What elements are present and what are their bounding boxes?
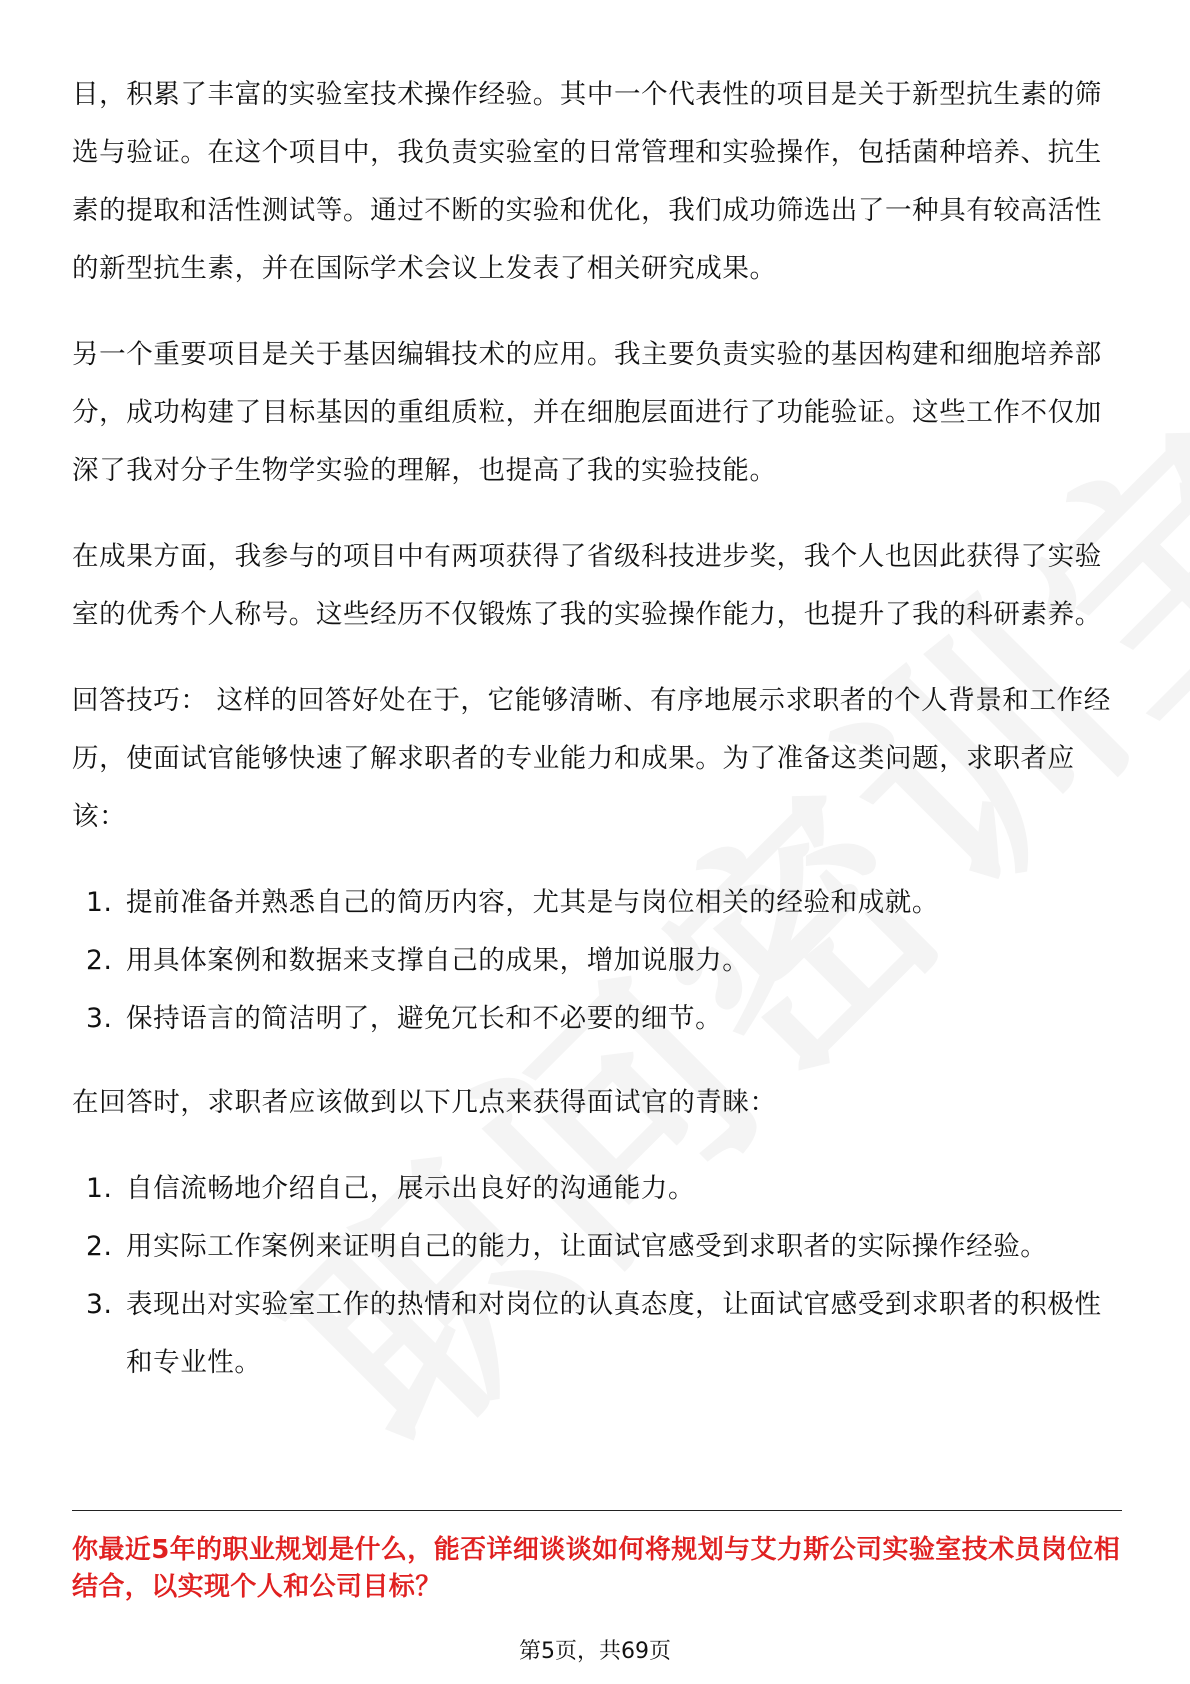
list-item-text: 用具体案例和数据来支撑自己的成果，增加说服力。	[126, 945, 750, 976]
list-item-text: 表现出对实验室工作的热情和对岗位的认真态度，让面试官感受到求职者的积极性和专业性。	[126, 1289, 1102, 1378]
list-item	[72, 1218, 1122, 1276]
answer-list	[72, 1160, 1122, 1392]
page-number: 第5页，共69页	[519, 1639, 671, 1664]
list-item-text: 自信流畅地介绍自己，展示出良好的沟通能力。	[126, 1173, 696, 1204]
page-content	[72, 66, 1122, 1418]
paragraph-answer-guidance: 在回答时，求职者应该做到以下几点来获得面试官的青睐：	[72, 1087, 777, 1118]
list-item-number: 2.	[86, 945, 113, 976]
paragraph-achievements: 在成果方面，我参与的项目中有两项获得了省级科技进步奖，我个人也因此获得了实验室的优秀个人称号。这些经历不仅锻炼了我的实验操作能力，也提升了我的科研素养。	[72, 541, 1102, 630]
list-item-number: 3.	[86, 1289, 113, 1320]
list-item-number: 1.	[86, 887, 113, 918]
paragraph-project-antibiotic: 目，积累了丰富的实验室技术操作经验。其中一个代表性的项目是关于新型抗生素的筛选与验证。在这个项目中，我负责实验室的日常管理和实验操作，包括菌种培养、抗生素的提取和活性测试等。通过不断的实验和优化，我们成功筛选出了一种具有较高活性的新型抗生素，并在国际学术会议上发表了相关研究成果。	[72, 79, 1102, 284]
section-divider	[72, 1510, 1122, 1511]
paragraph-project-gene-editing: 另一个重要项目是关于基因编辑技术的应用。我主要负责实验的基因构建和细胞培养部分，成功构建了目标基因的重组质粒，并在细胞层面进行了功能验证。这些工作不仅加深了我对分子生物学实验的理解，也提高了我的实验技能。	[72, 339, 1102, 486]
list-item	[72, 1160, 1122, 1218]
interview-question: 你最近5年的职业规划是什么，能否详细谈谈如何将规划与艾力斯公司实验室技术员岗位相结合，以实现个人和公司目标？	[72, 1535, 1121, 1602]
list-item-number: 1.	[86, 1173, 113, 1204]
paragraph-answer-tips: 回答技巧： 这样的回答好处在于，它能够清晰、有序地展示求职者的个人背景和工作经历，使面试官能够快速了解求职者的专业能力和成果。为了准备这类问题，求职者应该：	[72, 685, 1111, 832]
list-item-number: 2.	[86, 1231, 113, 1262]
list-item	[72, 1276, 1122, 1392]
list-item	[72, 874, 1122, 932]
list-item-number: 3.	[86, 1003, 113, 1034]
list-item-text: 保持语言的简洁明了，避免冗长和不必要的细节。	[126, 1003, 723, 1034]
list-item	[72, 932, 1122, 990]
list-item-text: 用实际工作案例来证明自己的能力，让面试官感受到求职者的实际操作经验。	[126, 1231, 1048, 1262]
list-item-text: 提前准备并熟悉自己的简历内容，尤其是与岗位相关的经验和成就。	[126, 887, 939, 918]
prep-list	[72, 874, 1122, 1048]
list-item	[72, 990, 1122, 1048]
